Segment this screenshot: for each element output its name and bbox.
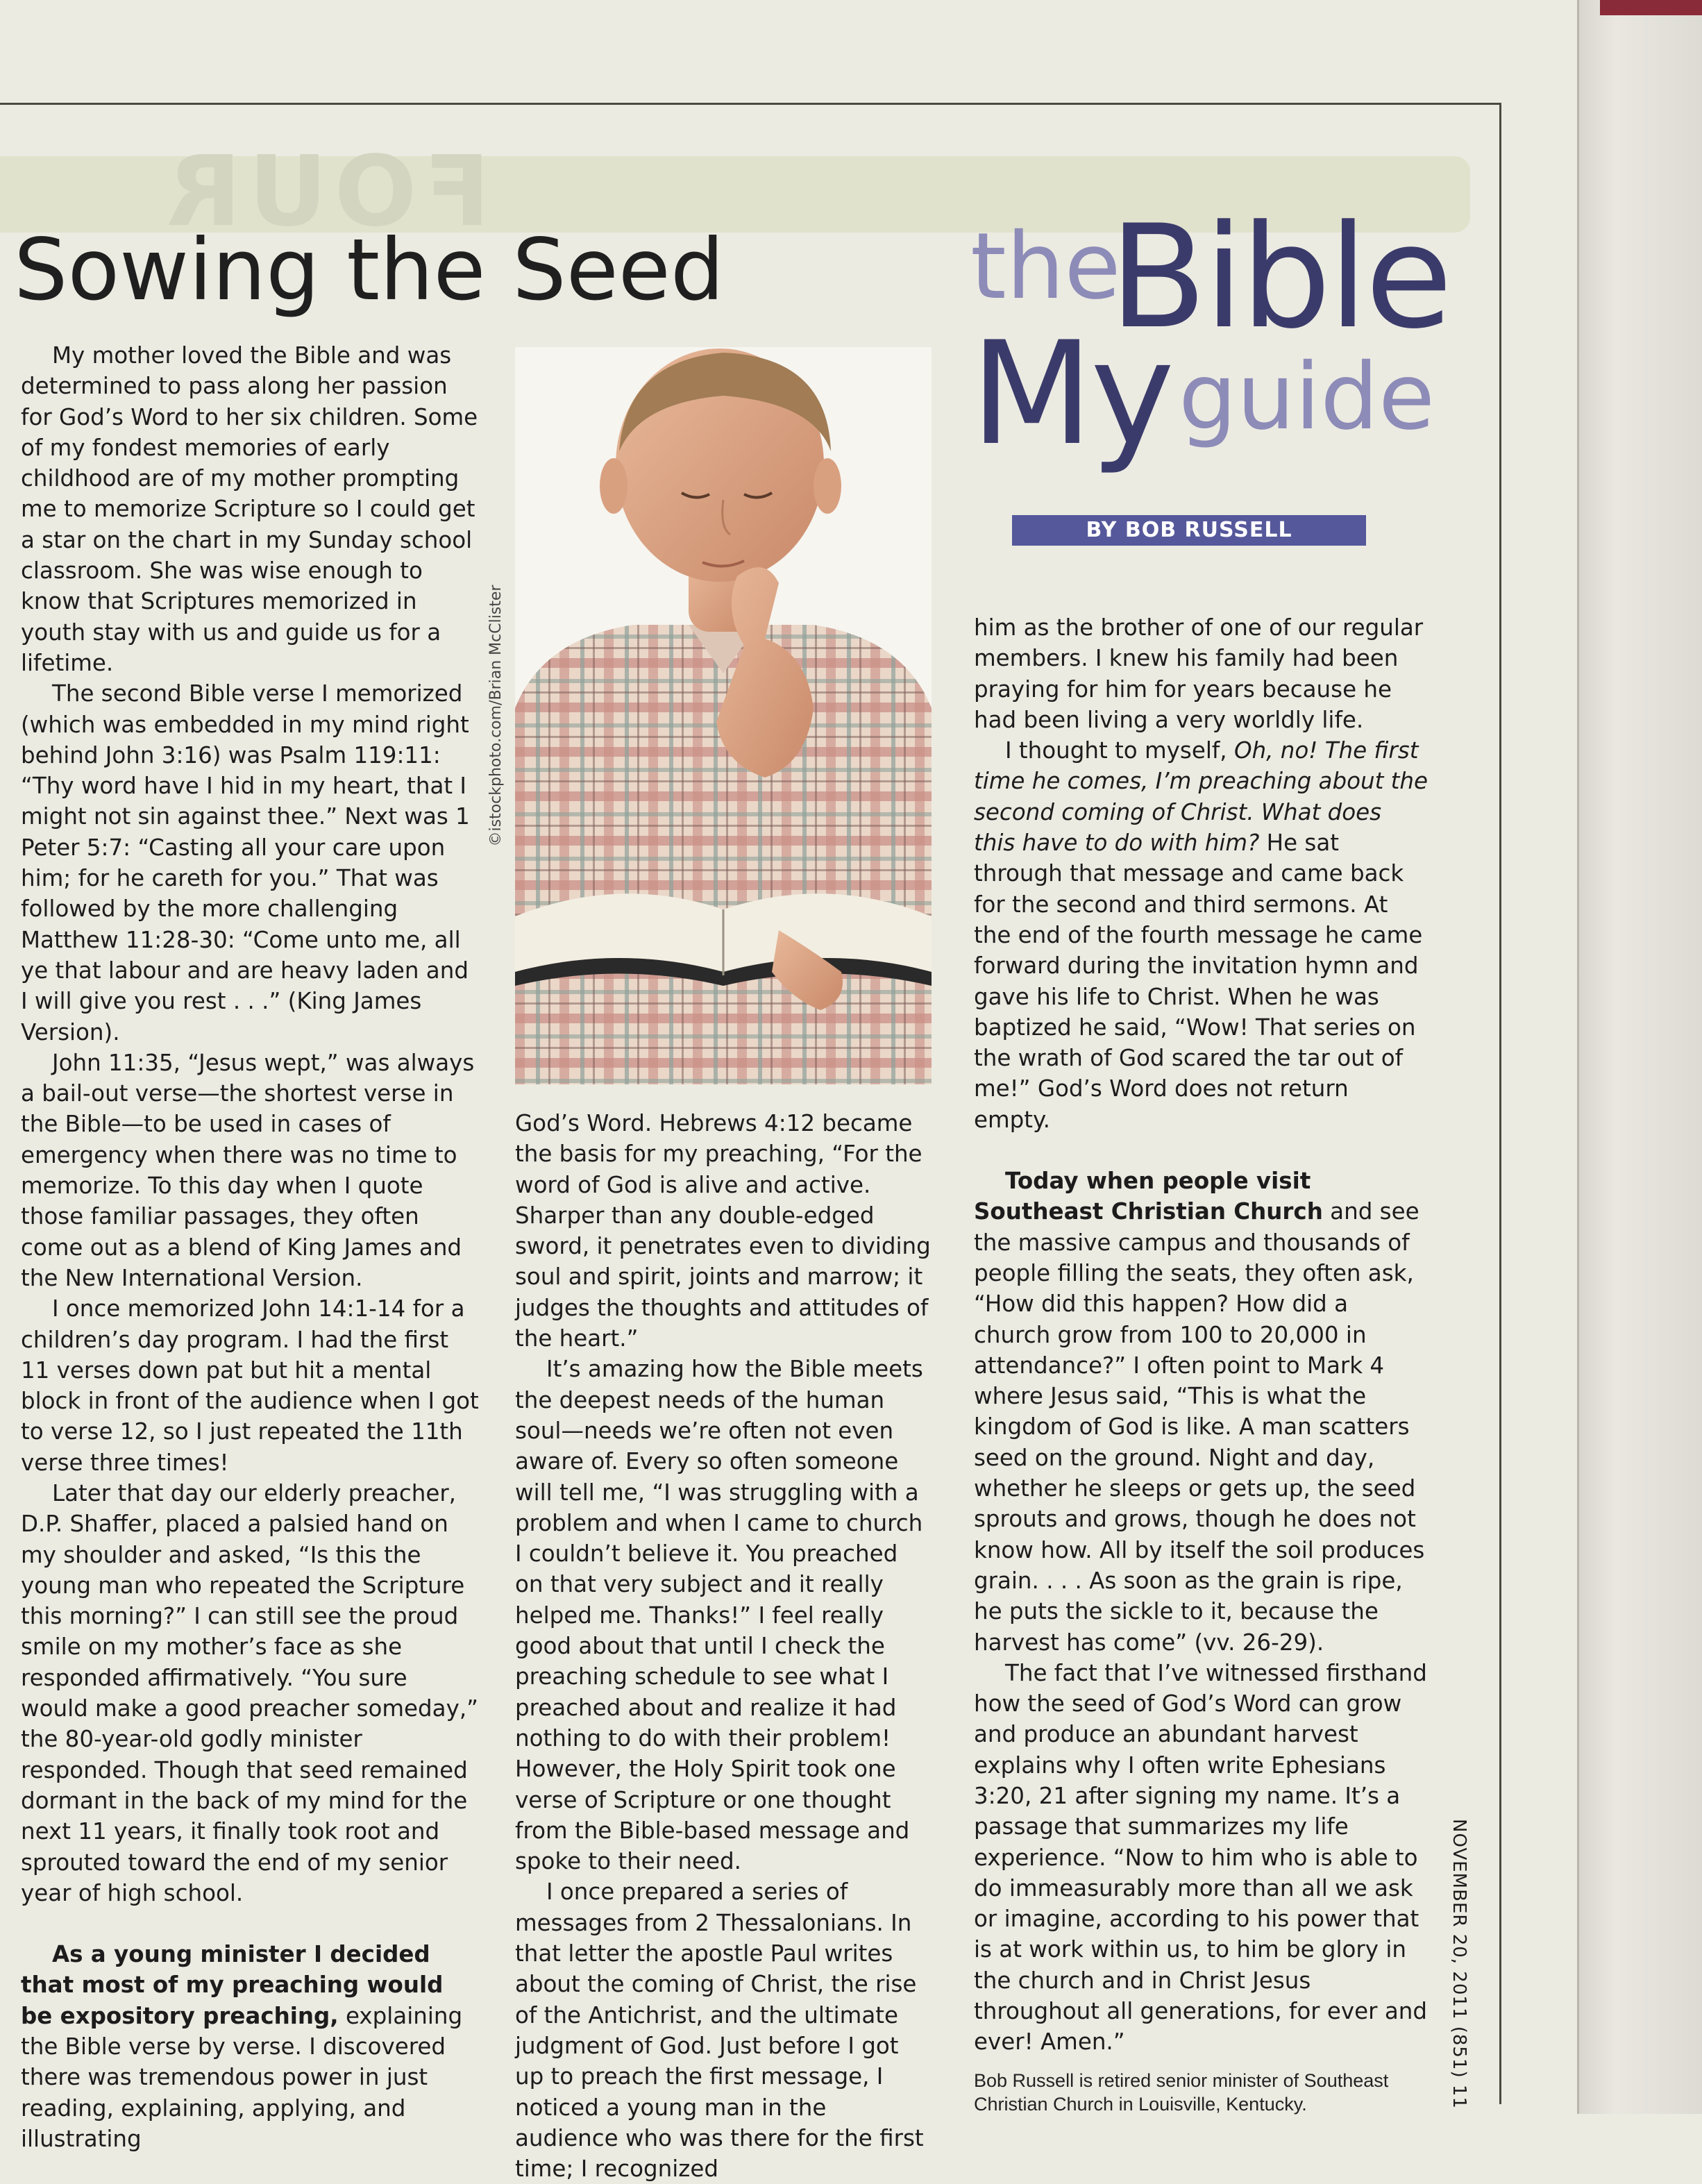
paragraph: Later that day our elderly preacher, D.P. Shaffer, placed a palsied hand on my shoulder and asked, “Is this the young man who repeated the Scripture this morning?” I can still see the proud smile on my mother’s face as she responded affirmatively. “You sure would make a good preacher someday,” the 80-year-old godly minister responded. Though that seed remained dormant in the back of my mind for the next 11 years, it finally took root and sprouted toward the end of my senior year of high school. [21,1479,478,1906]
adjacent-page-tab [1600,0,1702,15]
section-text: explaining the Bible verse by verse. I discovered there was tremendous power in just reading, explaining, applying, and illustrating [21,2002,463,2152]
series-title-bible: Bible [1109,195,1450,360]
paragraph: I once prepared a series of messages from 2 Thessalonians. In that letter the apostle Paul writes about the coming of Christ, the rise of the Antichrist, and the ultimate judgment of God. Just before I got up to preach the first message, I noticed a young man in the audience who was there for the first time; I recognized [515,1879,924,2183]
paragraph: him as the brother of one of our regular members. I knew his family had been praying for him for years because he had been living a very worldly life. [974,614,1424,733]
article-title: Sowing the Seed [14,221,725,319]
paragraph-rest: He sat through that message and came back for the second and third sermons. At the end of the fourth message he came forward during the invitation hymn and gave his life to Christ. When he was baptized he said, “Wow! That series on the wrath of God scared the tar out of me!” God’s Word does not return empty. [974,830,1423,1133]
author-bio: Bob Russell is retired senior minister of Southeast Christian Church in Louisville, Kentucky. [974,2069,1389,2115]
series-title-the: the [970,213,1121,320]
paragraph: My mother loved the Bible and was determined to pass along her passion for God’s Word to her six children. Some of my fondest memories of early childhood are of my mother prompting me to memorize Scripture so I could get a star on the chart in my Sunday school classroom. She was wise enough to know that Scriptures memorized in youth stay with us and guide us for a lifetime. [21,342,478,676]
section-paragraph [974,1166,1429,1658]
italic-thought: Oh, no! The first time he comes, I’m preaching about the second coming of Christ. What does this have to do with him? [974,737,1428,857]
paragraph: God’s Word. Hebrews 4:12 became the basis for my preaching, “For the word of God is alive and active. Sharper than any double-edged sword, it penetrates even to dividing soul and spirit, joints and marrow; it judges the thoughts and attitudes of the heart.” [515,1110,931,1352]
series-title-my: My [970,312,1172,477]
adjacent-page-edge [1577,0,1702,2114]
byline: BY BOB RUSSELL [1012,515,1366,546]
series-title-guide: guide [1179,344,1435,451]
photo-credit: ©istockphoto.com/Brian McClister [487,585,505,847]
boy-reading-bible-photo [515,347,932,1084]
paragraph: It’s amazing how the Bible meets the deepest needs of the human soul—needs we’re often not even aware of. Every so often someone will tell me, “I was struggling with a problem and when I came to church I couldn’t believe it. You preached on that very subject and it really helped me. Thanks!” I feel really good about that until I check the preaching schedule to see what I preached about and realize it had nothing to do with their problem! However, the Holy Spirit took one verse of Scripture or one thought from the Bible-based message and spoke to their need. [515,1356,923,1875]
section-lead-in: Today when people visit Southeast Christian Church [974,1168,1323,1225]
paragraph: John 11:35, “Jesus wept,” was always a bail-out verse—the shortest verse in the Bible—to be used in cases of emergency when there was no time to memorize. To this day when I quote those familiar passages, they often come out as a blend of King James and the New International Version. [21,1049,475,1291]
section-paragraph [21,1939,479,2154]
page-folio: NOVEMBER 20, 2011 (851) 11 [1449,1819,1469,2110]
paragraph: The fact that I’ve witnessed firsthand how the seed of God’s Word can grow and produce an abundant harvest explains why I often write Ephesians 3:20, 21 after signing my name. It’s a passage that summarizes my life experience. “Now to him who is able to do immeasurably more than all we ask or imagine, according to his power that is at work within us, to him be glory in the church and in Christ Jesus throughout all generations, for ever and ever! Amen.” [974,1659,1427,2056]
paragraph-lead: I thought to myself, [1005,737,1234,764]
paragraph: I once memorized John 14:1-14 for a children’s day program. I had the first 11 verses down pat but hit a mental block in front of the audience when I got to verse 12, so I just repeated the 11th verse three times! [21,1295,479,1476]
paragraph [974,735,1429,1135]
text-column-1 [21,340,479,2154]
paragraph: The second Bible verse I memorized (which was embedded in my mind right behind John 3:16) was Psalm 119:11: “Thy word have I hid in my heart, that I might not sin against thee.” Next was 1 Peter 5:7: “Casting all your care upon him; for he careth for you.” That was followed by the more challenging Matthew 11:28-30: “Come unto me, all ye that labour and are heavy laden and I will give you rest . . .” (King James Version). [21,680,470,1045]
ghost-header-word: FOUR [160,135,491,249]
text-column-3 [974,612,1429,2116]
section-text: and see the massive campus and thousands of people filling the seats, they often ask, “How did this happen? How did a church grow from 100 to 20,000 in attendance?” I often point to Mark 4 where Jesus said, “This is what the kingdom of God is like. A man scatters seed on the ground. Night and day, whether he sleeps or gets up, the seed sprouts and grows, though he does not know how. All by itself the soil produces grain. . . . As soon as the grain is ripe, he puts the sickle to it, because the harvest has come” (vv. 26-29). [974,1198,1425,1656]
text-column-2 [515,1108,932,2184]
section-lead-in: As a young minister I decided that most of my preaching would be expository preaching, [21,1941,444,2029]
